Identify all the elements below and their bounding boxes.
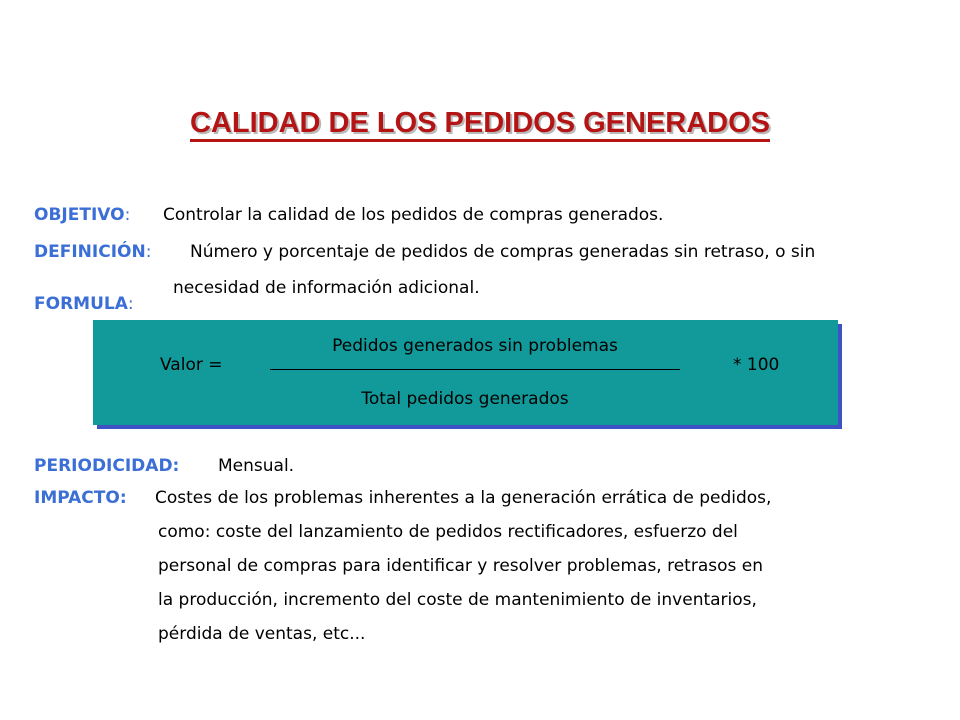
formula-denominator: Total pedidos generados — [361, 389, 569, 409]
definicion-text-line2: necesidad de información adicional. — [173, 278, 480, 298]
impacto-line-4: la producción, incremento del coste de mantenimiento de inventarios, — [158, 590, 757, 610]
periodicidad-text: Mensual. — [218, 456, 295, 476]
formula-label-text: FORMULA — [34, 294, 128, 314]
objetivo-colon: : — [124, 205, 131, 225]
impacto-line-5: pérdida de ventas, etc... — [158, 624, 366, 644]
definicion-label-text: DEFINICIÓN — [34, 242, 146, 262]
formula-valor: Valor = — [160, 355, 223, 375]
formula-fraction-line — [270, 369, 680, 370]
definicion-label — [34, 242, 151, 262]
objetivo-label-text: OBJETIVO — [34, 205, 125, 225]
periodicidad-label: PERIODICIDAD: — [34, 456, 180, 476]
formula-label — [34, 294, 134, 314]
impacto-line-1: Costes de los problemas inherentes a la generación errática de pedidos, — [155, 488, 772, 508]
objetivo-label — [34, 205, 130, 225]
objetivo-text: Controlar la calidad de los pedidos de compras generados. — [163, 205, 664, 225]
impacto-line-3: personal de compras para identificar y resolver problemas, retrasos en — [158, 556, 764, 576]
page-title — [0, 107, 960, 140]
definicion-text-line1: Número y porcentaje de pedidos de compras generadas sin retraso, o sin — [190, 242, 816, 262]
impacto-line-2: como: coste del lanzamiento de pedidos rectificadores, esfuerzo del — [158, 522, 738, 542]
formula-numerator: Pedidos generados sin problemas — [332, 336, 618, 356]
formula-multiplier: * 100 — [733, 355, 780, 375]
formula-colon: : — [127, 294, 134, 314]
impacto-label: IMPACTO: — [34, 488, 127, 508]
page-title-text: CALIDAD DE LOS PEDIDOS GENERADOS — [190, 107, 770, 142]
definicion-colon: : — [145, 242, 152, 262]
